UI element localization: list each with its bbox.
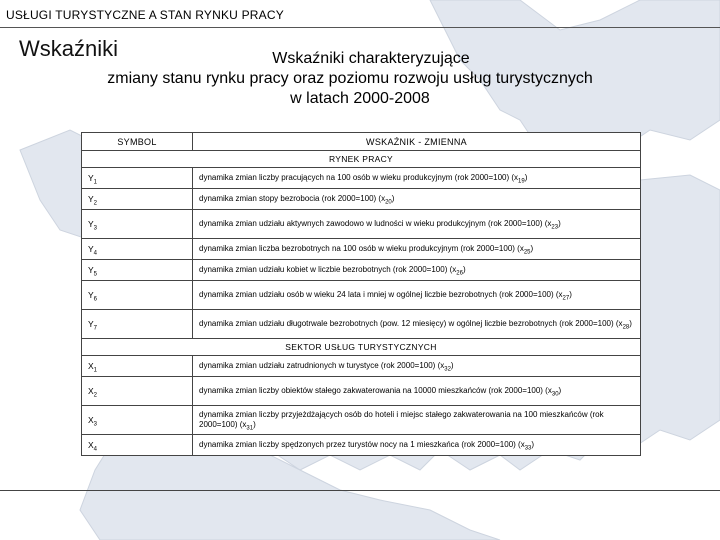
slide-title: Wskaźniki	[19, 36, 119, 61]
indicator-cell: dynamika zmian udziału kobiet w liczbie bezrobotnych (rok 2000=100) $(x_{26})$	[193, 260, 641, 281]
table-row	[82, 435, 641, 456]
section-header-labour-market: RYNEK PRACY	[82, 151, 641, 168]
indicator-cell: dynamika zmian udziału zatrudnionych w turystyce (rok 2000=100) $(x_{32})$	[193, 356, 641, 377]
symbol-cell: $Y_7$	[82, 310, 193, 339]
slide-heading	[0, 49, 720, 109]
table-row	[82, 377, 641, 406]
indicator-cell: dynamika zmian liczby spędzonych przez turystów nocy na 1 mieszkańca (rok 2000=100) $(x_{33})$	[193, 435, 641, 456]
table-row	[82, 260, 641, 281]
symbol-cell: $Y_4$	[82, 239, 193, 260]
table-row	[82, 189, 641, 210]
indicator-cell: dynamika zmian udziału osób w wieku 24 lata i mniej w ogólnej liczbie bezrobotnych (rok 2000=100) $(x_{27})$	[193, 281, 641, 310]
column-header-indicator: WSKAŹNIK - ZMIENNA	[193, 133, 641, 151]
section-header-tourism-sector: SEKTOR USŁUG TURYSTYCZNYCH	[82, 339, 641, 356]
indicator-cell: dynamika zmian liczby pracujących na 100 osób w wieku produkcyjnym (rok 2000=100) $(x_{19})$	[193, 168, 641, 189]
header-divider	[0, 27, 720, 28]
symbol-cell: $Y_3$	[82, 210, 193, 239]
symbol-cell: $Y_2$	[82, 189, 193, 210]
table-row	[82, 310, 641, 339]
symbol-cell: $Y_1$	[82, 168, 193, 189]
indicators-table	[81, 132, 641, 456]
table-row	[82, 356, 641, 377]
column-header-symbol: SYMBOL	[82, 133, 193, 151]
heading-line-2: zmiany stanu rynku pracy oraz poziomu rozwoju usług turystycznych	[107, 70, 593, 87]
symbol-cell: $X_2$	[82, 377, 193, 406]
table-row	[82, 239, 641, 260]
indicator-cell: dynamika zmian stopy bezrobocia (rok 2000=100) $(x_{20})$	[193, 189, 641, 210]
symbol-cell: $Y_5$	[82, 260, 193, 281]
table-row	[82, 281, 641, 310]
symbol-cell: $X_1$	[82, 356, 193, 377]
indicator-cell: dynamika zmian liczby obiektów stałego zakwaterowania na 10000 mieszkańców (rok 2000=100) $(x_{30})$	[193, 377, 641, 406]
table-row	[82, 406, 641, 435]
symbol-cell: $X_4$	[82, 435, 193, 456]
indicator-cell: dynamika zmian udziału długotrwale bezrobotnych (pow. 12 miesięcy) w ogólnej liczbie bezrobotnych (rok 2000=100) $(x_{28})$	[193, 310, 641, 339]
symbol-cell: $X_3$	[82, 406, 193, 435]
indicator-cell: dynamika zmian liczba bezrobotnych na 100 osób w wieku produkcyjnym (rok 2000=100) $(x_{25})$	[193, 239, 641, 260]
heading-line-3: w latach 2000-2008	[290, 90, 430, 107]
heading-line-1: Wskaźniki charakteryzujące	[272, 50, 470, 67]
presentation-header: USŁUGI TURYSTYCZNE A STAN RYNKU PRACY	[6, 8, 284, 22]
indicator-cell: dynamika zmian udziału aktywnych zawodowo w ludności w wieku produkcyjnym (rok 2000=100) $(x_{23})$	[193, 210, 641, 239]
symbol-cell: $Y_6$	[82, 281, 193, 310]
table-row	[82, 210, 641, 239]
footer-divider	[0, 490, 720, 491]
indicator-cell: dynamika zmian liczby przyjeżdżających osób do hoteli i miejsc stałego zakwaterowania na 100 mieszkańców (rok 2000=100) $(x_{31})$	[193, 406, 641, 435]
table-row	[82, 168, 641, 189]
